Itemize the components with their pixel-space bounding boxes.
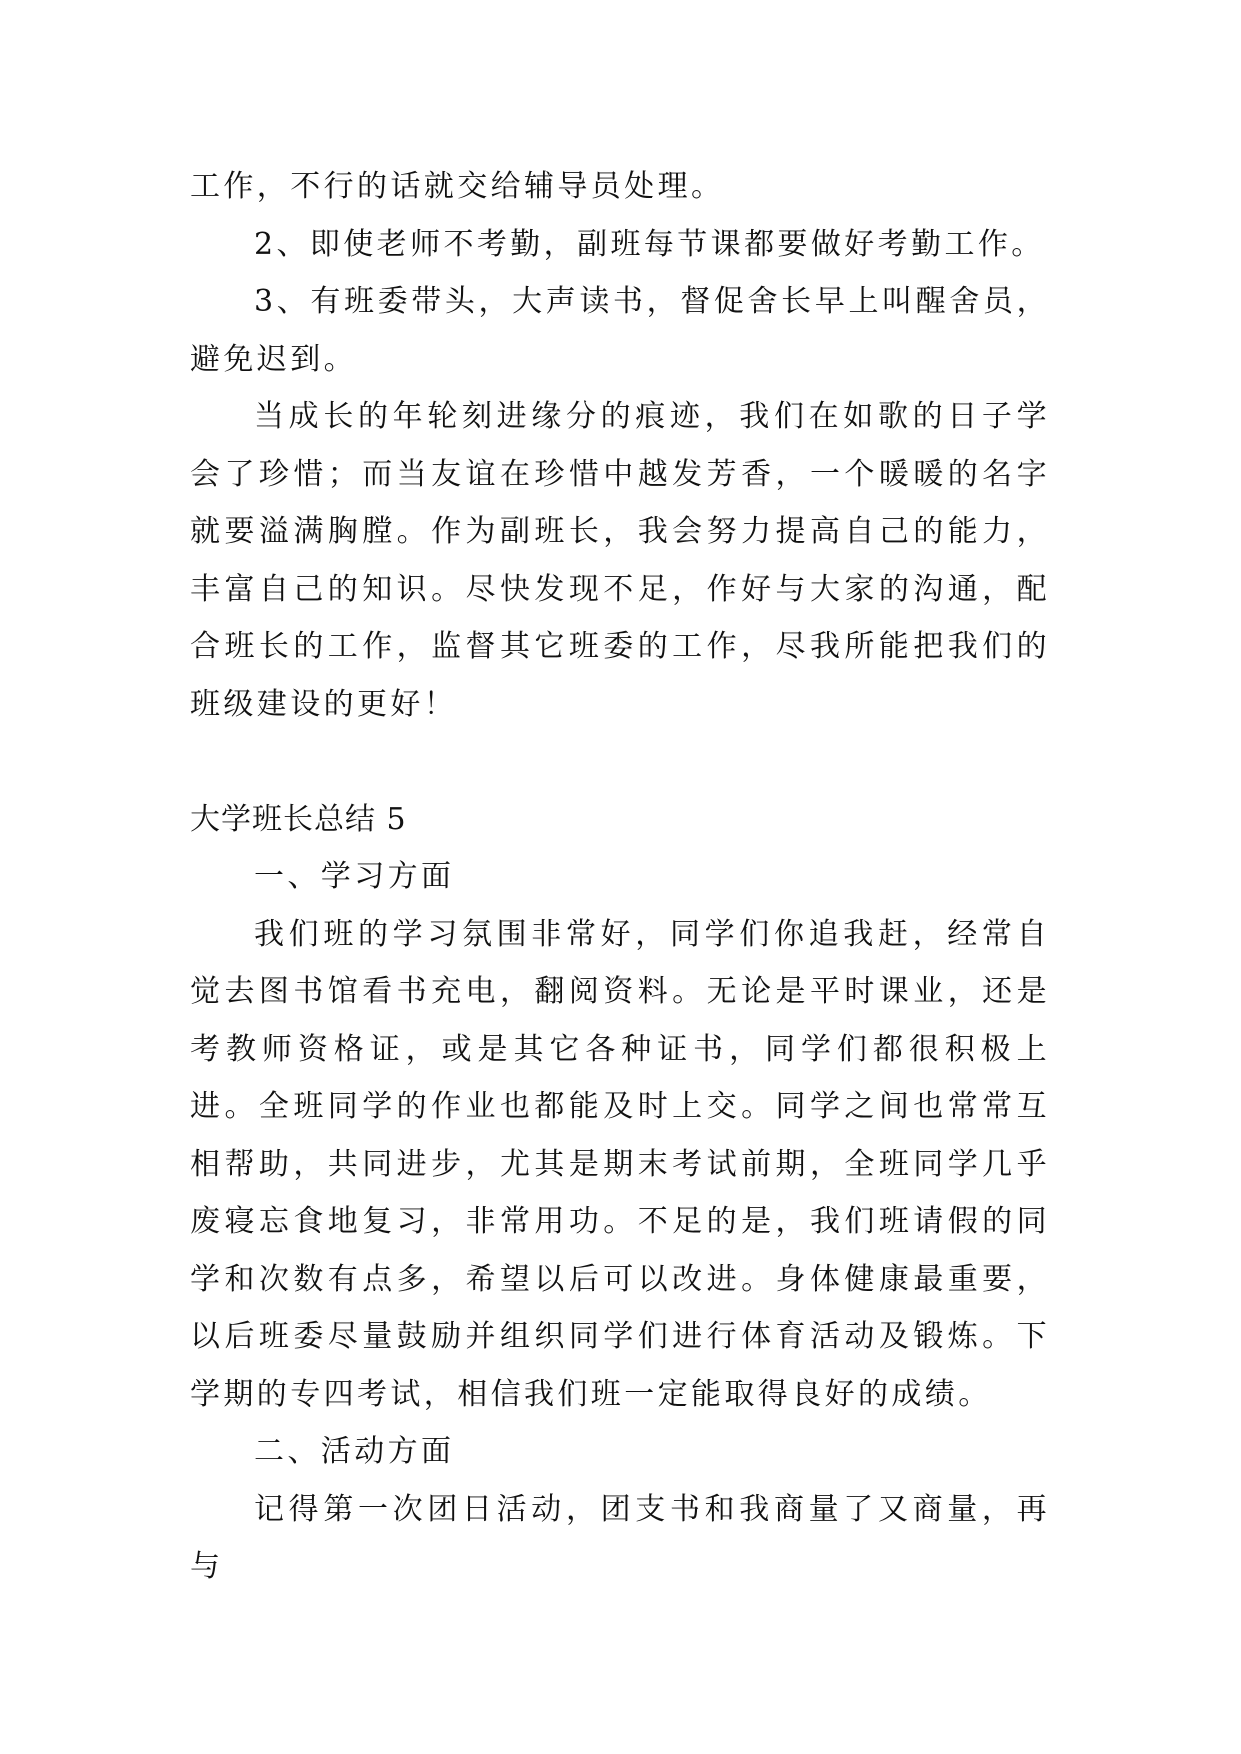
section-title: 大学班长总结 5 bbox=[190, 801, 407, 837]
section-gap bbox=[190, 733, 1050, 791]
paragraph-study: 我们班的学习氛围非常好，同学们你追我赶，经常自觉去图书馆看书充电，翻阅资料。无论是平时课业，还是考教师资格证，或是其它各种证书，同学们都很积极上进。全班同学的作业也都能及时上交。同学之间也常常互相帮助，共同进步，尤其是期末考试前期，全班同学几乎废寝忘食地复习，非常用功。不足的是，我们班请假的同学和次数有点多，希望以后可以改进。身体健康最重要，以后班委尽量鼓励并组织同学们进行体育活动及锻炼。下学期的专四考试，相信我们班一定能取得良好的成绩。 bbox=[190, 916, 1050, 1412]
paragraph-item-3: 3、有班委带头，大声读书，督促舍长早上叫醒舍员，避免迟到。 bbox=[190, 284, 1050, 377]
subheading-activities: 二、活动方面 bbox=[254, 1434, 455, 1469]
paragraph-closing: 当成长的年轮刻进缘分的痕迹，我们在如歌的日子学会了珍惜；而当友谊在珍惜中越发芳香，一个暖暖的名字就要溢满胸膛。作为副班长，我会努力提高自己的能力，丰富自己的知识。尽快发现不足，作好与大家的沟通，配合班长的工作，监督其它班委的工作，尽我所能把我们的班级建设的更好！ bbox=[190, 399, 1050, 722]
subheading-study: 一、学习方面 bbox=[254, 859, 455, 894]
document-body bbox=[190, 158, 1050, 1596]
paragraph-continuation: 工作，不行的话就交给辅导员处理。 bbox=[190, 169, 725, 204]
paragraph-activities: 记得第一次团日活动，团支书和我商量了又商量，再与 bbox=[190, 1491, 1050, 1584]
paragraph-item-2: 2、即使老师不考勤，副班每节课都要做好考勤工作。 bbox=[254, 226, 1045, 262]
